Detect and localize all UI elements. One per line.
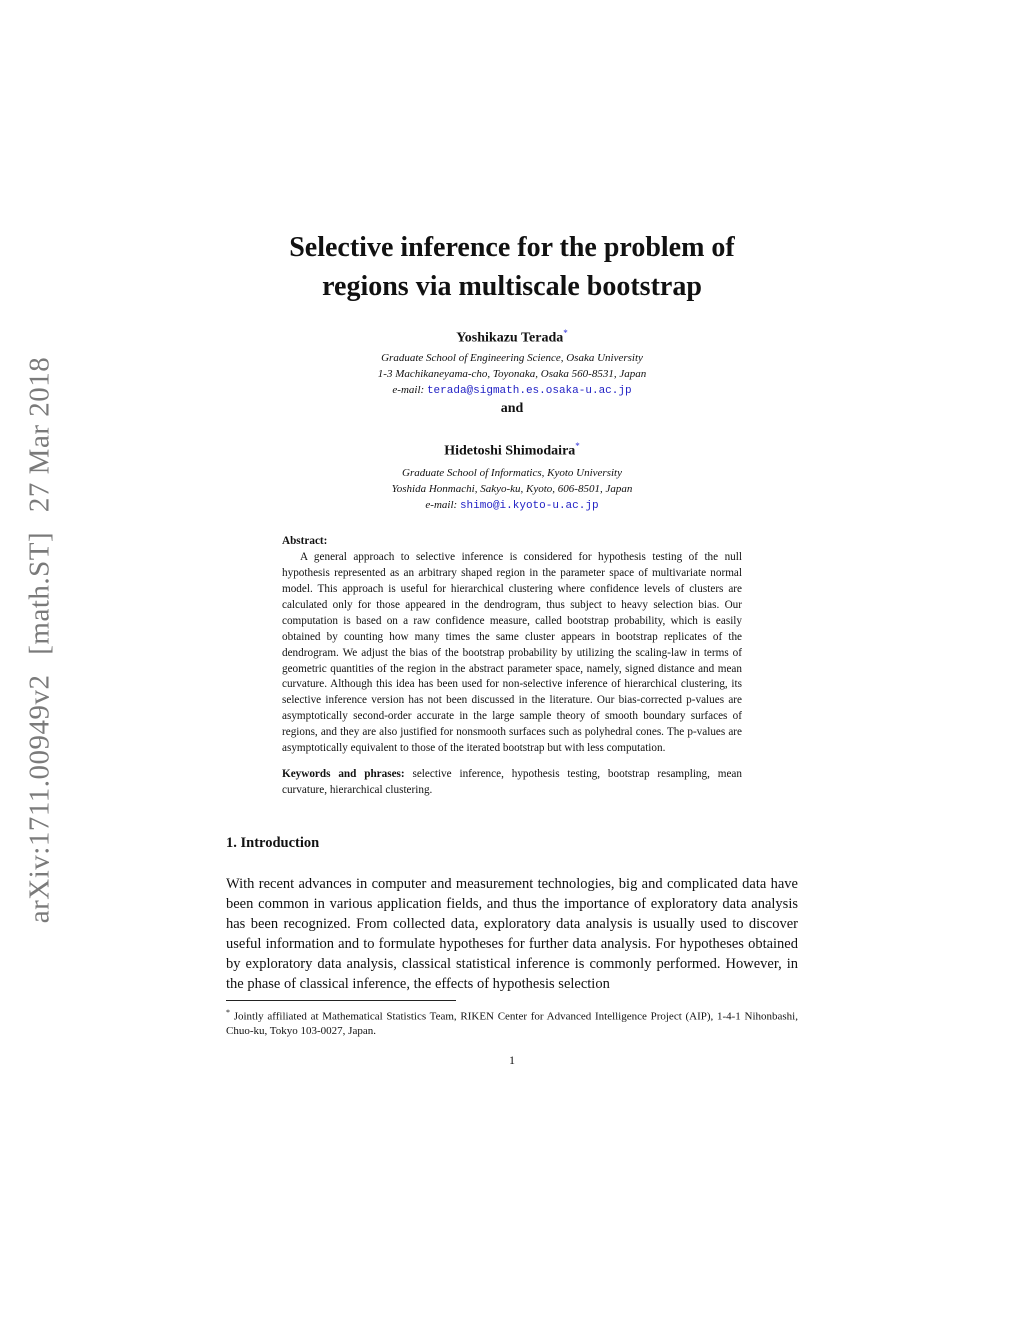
author-block-2	[226, 441, 798, 515]
abstract-heading: Abstract:	[282, 535, 328, 548]
keywords-text: selective inference, hypothesis testing, bootstrap resampling, mean curvature, hierarchical clustering.	[282, 768, 742, 796]
author-footnote-mark[interactable]: *	[575, 440, 580, 451]
author-name: Hidetoshi Shimodaira*	[444, 440, 580, 459]
abstract-text: A general approach to selective inference is considered for hypothesis testing of the null hypothesis represented as an arbitrary shaped region in the parameter space of multivariate normal model. This approach is useful for hierarchical clustering where confidence levels of clusters are calculated only for those appeared in the dendrogram, thus subject to heavy selection bias. Our computation is based on a raw confidence measure, called bootstrap probability, which is easily obtained by counting how many times the same cluster appears in bootstrap replicates of the dendrogram. We adjust the bias of the bootstrap probability by utilizing the scaling-law in terms of geometric quantities of the region in the abstract parameter space, namely, signed distance and mean curvature. Although this idea has been used for non-selective inference of hierarchical clustering, its selective inference version has not been discussed in the literature. Our bias-corrected p-values are asymptotically second-order accurate in the large sample theory of smooth boundary surfaces of regions, and they are also justified for nonsmooth surfaces such as polyhedral cones. The p-values are asymptotically equivalent to those of the iterated bootstrap but with less computation.	[282, 551, 742, 755]
paper-title	[226, 228, 798, 306]
author-affiliation: Graduate School of Engineering Science, Osaka University 1-3 Machikaneyama-cho, Toyonaka, Osaka 560-8531, Japan e-mail: terada@sigmath.es.osaka-u.ac.jp	[377, 351, 647, 397]
arxiv-stamp	[24, 351, 57, 930]
footnote-text: Jointly affiliated at Mathematical Statistics Team, RIKEN Center for Advanced Intelligence Project (AIP), 1-4-1 Nihonbashi, Chuo-ku, Tokyo 103-0027, Japan.	[226, 1010, 798, 1038]
footnote	[226, 1005, 798, 1040]
title-line-1: Selective inference for the problem of	[289, 232, 735, 263]
author-email-link[interactable]: shimo@i.kyoto-u.ac.jp	[459, 500, 599, 513]
section-text: With recent advances in computer and measurement technologies, big and complicated data have been common in various application fields, and thus the importance of exploratory data analysis has been recognized. From collected data, exploratory data analysis is usually used to discover useful information and to formulate hypotheses for further data analysis. For hypotheses obtained by exploratory data analysis, classical statistical inference is commonly performed. However, in the phase of classical inference, the effects of hypothesis selection	[226, 875, 798, 992]
arxiv-category: [math.ST]	[23, 531, 56, 655]
paper-page	[226, 228, 798, 1068]
author-name: Yoshikazu Terada*	[456, 328, 568, 346]
keywords-label: Keywords and phrases:	[282, 768, 405, 780]
author-block-1	[226, 328, 798, 399]
arxiv-id: arXiv:1711.00949v2	[23, 674, 56, 924]
section-heading: 1. Introduction	[226, 834, 320, 851]
and-separator: and	[500, 400, 524, 416]
title-line-2: regions via multiscale bootstrap	[322, 271, 702, 302]
footnote-rule	[226, 1000, 456, 1001]
arxiv-date: 27 Mar 2018	[23, 356, 56, 513]
footnote-mark: *	[226, 1007, 230, 1017]
author-affiliation: Graduate School of Informatics, Kyoto University Yoshida Honmachi, Sakyo-ku, Kyoto, 606-8501, Japan e-mail: shimo@i.kyoto-u.ac.jp	[391, 467, 633, 513]
page-number: 1	[509, 1053, 515, 1068]
author-footnote-mark[interactable]: *	[563, 328, 568, 338]
author-email-link[interactable]: terada@sigmath.es.osaka-u.ac.jp	[426, 384, 632, 397]
abstract	[282, 534, 742, 757]
keywords	[282, 767, 742, 799]
